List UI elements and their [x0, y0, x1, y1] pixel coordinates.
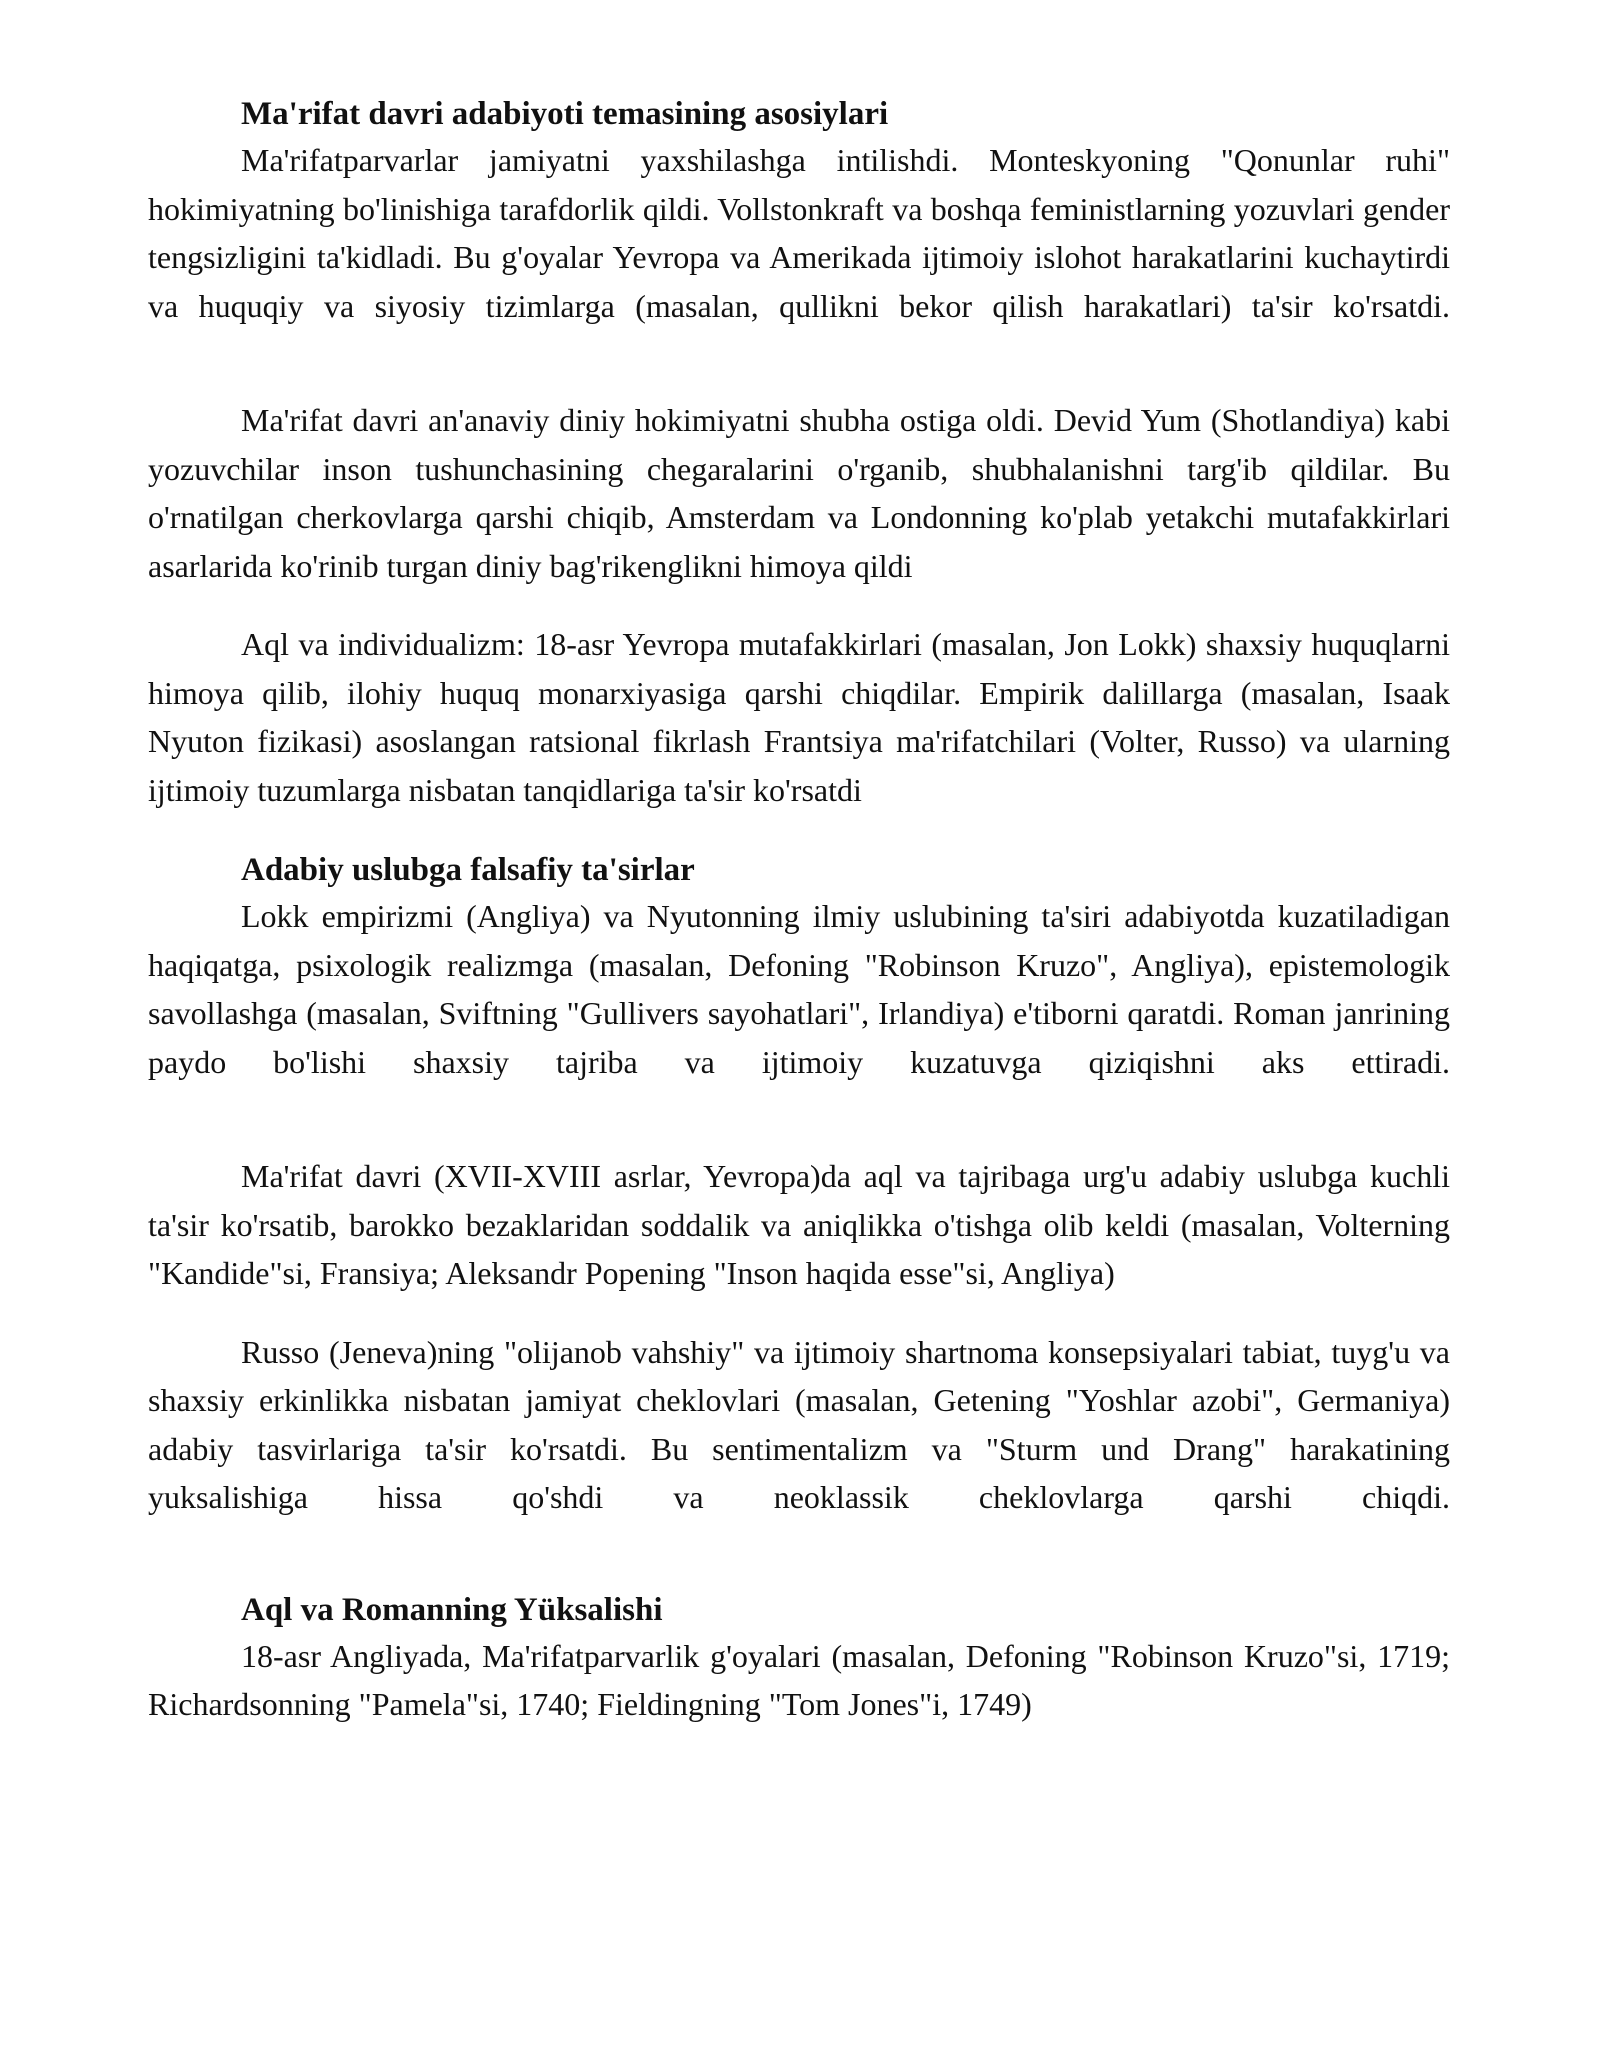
- section-heading-2: Adabiy uslubga falsafiy ta'sirlar: [241, 852, 695, 888]
- paragraph-2-2: Ma'rifat davri (XVII-XVIII asrlar, Yevropa)da aql va tajribaga urg'u adabiy uslubga kuchli ta'sir ko'rsatib, barokko bezaklaridan soddalik va aniqlikka o'tishga olib keldi (masalan, Volterning "Kandide"si, Fransiya; Aleksandr Popening "Inson haqida esse"si, Angliya): [148, 1158, 1450, 1291]
- paragraph-2-1: Lokk empirizmi (Angliya) va Nyutonning ilmiy uslubining ta'siri adabiyotda kuzatiladigan haqiqatga, psixologik realizmga (masalan, Defoning "Robinson Kruzo", Angliya), epistemologik savollashga (masalan, Sviftning "Gullivers sayohatlari", Irlandiya) e'tiborni qaratdi. Roman janrining paydo bo'lishi shaxsiy tajriba va ijtimoiy kuzatuvga qiziqishni aks ettiradi.: [148, 898, 1450, 1080]
- paragraph-2-3: Russo (Jeneva)ning "olijanob vahshiy" va ijtimoiy shartnoma konsepsiyalari tabiat, tuyg'u va shaxsiy erkinlikka nisbatan jamiyat cheklovlari (masalan, Getening "Yoshlar azobi", Germaniya) adabiy tasvirlariga ta'sir ko'rsatdi. Bu sentimentalizm va "Sturm und Drang" harakatining yuksalishiga hissa qo'shdi va neoklassik cheklovlarga qarshi chiqdi.: [148, 1333, 1450, 1515]
- paragraph-1-2: Ma'rifat davri an'anaviy diniy hokimiyatni shubha ostiga oldi. Devid Yum (Shotlandiya) kabi yozuvchilar inson tushunchasining chegaralarini o'rganib, shubhalanishni targ'ib qildilar. Bu o'rnatilgan cherkovlarga qarshi chiqib, Amsterdam va Londonning ko'plab yetakchi mutafakkirlari asarlarida ko'rinib turgan diniy bag'rikenglikni himoya qildi: [148, 402, 1450, 584]
- section-heading-3: Aql va Romanning Yüksalishi: [241, 1591, 663, 1628]
- document-page: [148, 92, 1450, 1729]
- paragraph-1-1: Ma'rifatparvarlar jamiyatni yaxshilashga intilishdi. Monteskyoning "Qonunlar ruhi" hokimiyatning bo'linishiga tarafdorlik qildi. Vollstonkraft va boshqa feministlarning yozuvlari gender tengsizligini ta'kidladi. Bu g'oyalar Yevropa va Amerikada ijtimoiy islohot harakatlarini kuchaytirdi va huquqiy va siyosiy tizimlarga (masalan, qullikni bekor qilish harakatlari) ta'sir ko'rsatdi.: [148, 142, 1450, 324]
- section-heading-1: Ma'rifat davri adabiyoti temasining asosiylari: [241, 96, 889, 132]
- paragraph-3-1: 18-asr Angliyada, Ma'rifatparvarlik g'oyalari (masalan, Defoning "Robinson Kruzo"si, 1719; Richardsonning "Pamela"si, 1740; Fieldingning "Tom Jones"i, 1749): [148, 1637, 1450, 1722]
- paragraph-1-3: Aql va individualizm: 18-asr Yevropa mutafakkirlari (masalan, Jon Lokk) shaxsiy huquqlarni himoya qilib, ilohiy huquq monarxiyasiga qarshi chiqdilar. Empirik dalillarga (masalan, Isaak Nyuton fizikasi) asoslangan ratsional fikrlash Frantsiya ma'rifatchilari (Volter, Russo) va ularning ijtimoiy tuzumlarga nisbatan tanqidlariga ta'sir ko'rsatdi: [148, 626, 1450, 808]
